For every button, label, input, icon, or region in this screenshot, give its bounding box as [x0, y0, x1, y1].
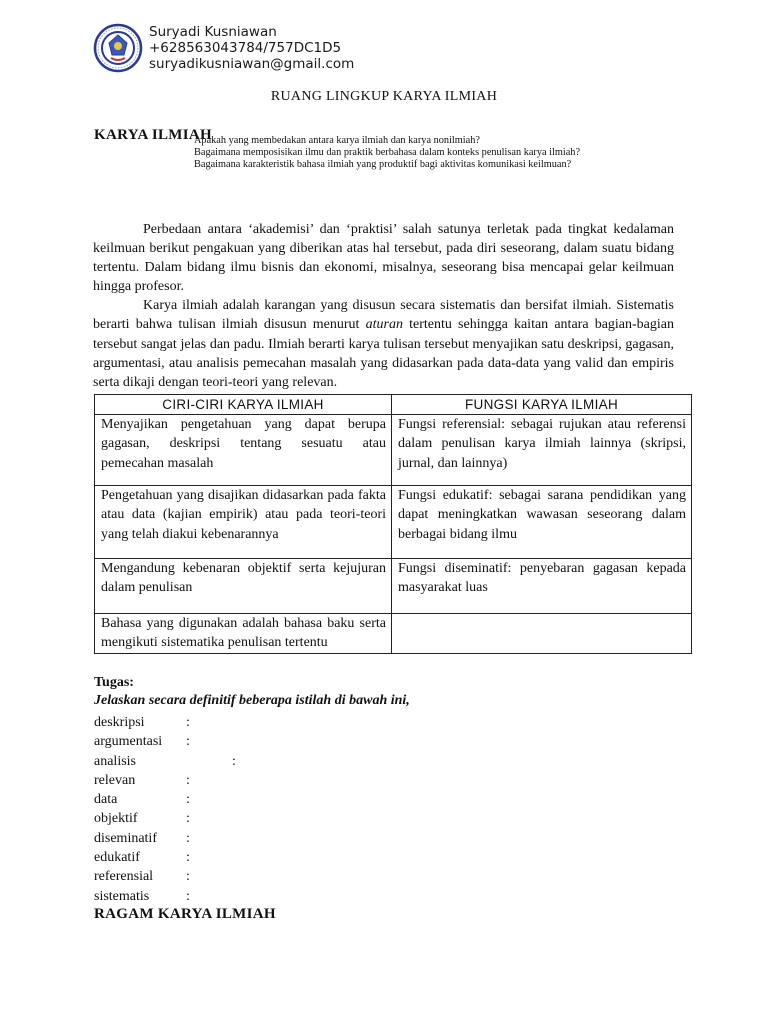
paragraph-2 [93, 296, 674, 391]
term-colon: : [186, 850, 190, 866]
term-row [94, 809, 190, 828]
question-item: Bagaimana karakteristik bahasa ilmiah yang produktif bagi aktivitas komunikasi keilmuan? [194, 159, 572, 171]
table-header-ciri: CIRI-CIRI KARYA ILMIAH [95, 395, 392, 415]
section-heading-karya-ilmiah: KARYA ILMIAH [94, 127, 212, 143]
tugas-instruction: Jelaskan secara definitif beberapa istilah di bawah ini, [94, 693, 410, 708]
term-label: referensial [94, 869, 154, 885]
section-heading-ragam: RAGAM KARYA ILMIAH [94, 906, 276, 922]
table-cell: Bahasa yang digunakan adalah bahasa baku serta mengikuti sistematika penulisan tertentu [95, 614, 392, 653]
term-colon: : [186, 792, 190, 808]
term-row [94, 732, 190, 751]
term-label: diseminatif [94, 830, 157, 846]
term-row [94, 752, 236, 771]
term-colon: : [186, 734, 190, 750]
term-label: objektif [94, 811, 138, 827]
author-name: Suryadi Kusniawan [149, 24, 277, 40]
term-label: deskripsi [94, 715, 145, 730]
term-row [94, 771, 190, 790]
term-colon: : [186, 772, 190, 788]
university-logo [93, 23, 143, 73]
paragraph-2-text: Karya ilmiah adalah karangan yang disusun secara sistematis dan bersifat ilmiah. Sistematis berarti bahwa tulisan ilmiah disusun menurut [93, 298, 674, 333]
table-header-fungsi: FUNGSI KARYA ILMIAH [392, 395, 692, 415]
paragraph-2-text: tertentu sehingga kaitan antara bagian-bagian tersebut sangat jelas dan padu. Ilmiah berarti karya tulisan tersebut menyajikan satu deskripsi, gagasan, argumentasi, atau analisis pemecahan masalah yang didasarkan pada data-data yang valid dan empiris serta dikaji dengan teori-teori yang relevan. [93, 317, 674, 390]
guiding-questions [194, 135, 654, 172]
author-email: suryadikusniawan@gmail.com [149, 56, 355, 72]
table-cell: Mengandung kebenaran objektif serta kejujuran dalam penulisan [95, 559, 392, 614]
term-label: relevan [94, 772, 136, 788]
term-colon: : [186, 811, 190, 827]
table-cell: Fungsi edukatif: sebagai sarana pendidikan yang dapat meningkatkan wawasan seseorang dalam berbagai bidang ilmu [392, 486, 692, 559]
document-title: RUANG LINGKUP KARYA ILMIAH [270, 89, 498, 104]
term-row [94, 848, 190, 867]
question-item: Bagaimana memposisikan ilmu dan praktik berbahasa dalam konteks penulisan karya ilmiah? [194, 147, 581, 159]
term-row [94, 790, 190, 809]
table-row [95, 614, 692, 653]
term-colon: : [186, 869, 190, 885]
author-phone: +628563043784/757DC1D5 [149, 40, 342, 56]
table-cell: Fungsi diseminatif: penyebaran gagasan kepada masyarakat luas [392, 559, 692, 614]
body-text [93, 220, 674, 392]
table-row [95, 486, 692, 559]
term-row [94, 887, 190, 906]
table-cell: Menyajikan pengetahuan yang dapat berupa gagasan, deskripsi tentang sesuatu atau pemecahan masalah [95, 415, 392, 486]
term-label: argumentasi [94, 734, 163, 750]
term-label: sistematis [94, 888, 150, 904]
tugas-heading: Tugas: [94, 675, 134, 690]
term-row [94, 713, 190, 732]
question-item: Apakah yang membedakan antara karya ilmiah dan karya nonilmiah? [194, 135, 480, 146]
table-cell [392, 614, 692, 653]
characteristics-functions-table [94, 394, 692, 654]
term-label: data [94, 792, 118, 808]
term-label: analisis [94, 753, 136, 769]
table-row [95, 415, 692, 486]
term-list [94, 713, 236, 906]
term-colon: : [186, 888, 190, 904]
term-colon: : [186, 830, 190, 846]
term-colon: : [186, 715, 190, 730]
term-colon: : [232, 753, 236, 769]
paragraph-1: Perbedaan antara ‘akademisi’ dan ‘praktisi’ salah satunya terletak pada tingkat kedalaman keilmuan berikut pengakuan yang diberikan atas hal tersebut, pada diri seseorang, dalam suatu bidang tertentu. Dalam bidang ilmu bisnis dan ekonomi, misalnya, seseorang bisa mencapai gelar keilmuan hingga profesor. [93, 222, 674, 295]
term-row [94, 829, 190, 848]
term-row [94, 867, 190, 886]
paragraph-2-emphasis: aturan [365, 317, 403, 333]
author-info [149, 24, 354, 72]
table-cell: Pengetahuan yang disajikan didasarkan pada fakta atau data (kajian empirik) atau pada teori-teori yang telah diakui kebenarannya [95, 486, 392, 559]
term-label: edukatif [94, 850, 140, 866]
table-row [95, 559, 692, 614]
table-cell: Fungsi referensial: sebagai rujukan atau referensi dalam penulisan karya ilmiah lainnya (skripsi, jurnal, dan lainnya) [392, 415, 692, 486]
